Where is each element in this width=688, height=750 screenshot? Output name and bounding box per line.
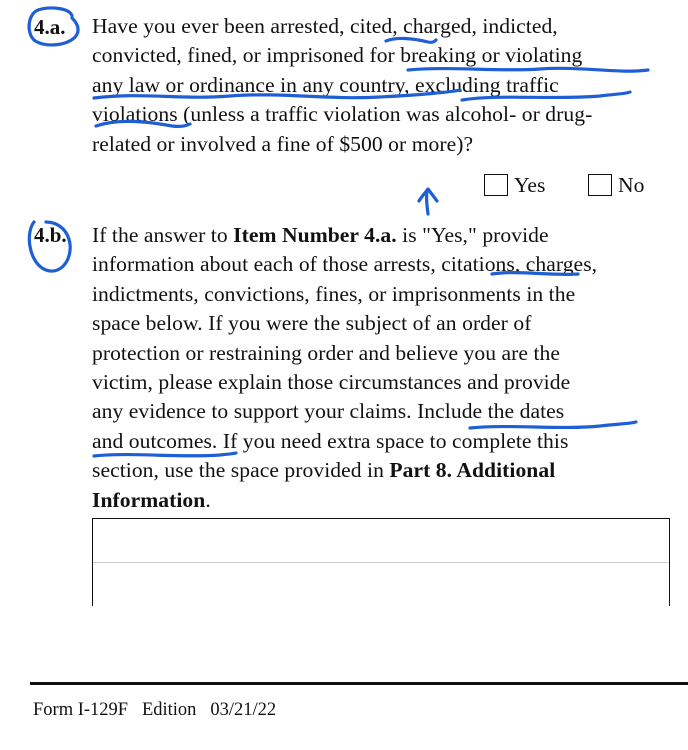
- question-4a-text: [92, 12, 670, 159]
- question-4a-line: convicted, fined, or imprisoned for breaking or violating: [92, 43, 583, 68]
- question-4b-line: protection or restraining order and believe you are the: [92, 340, 561, 365]
- no-checkbox[interactable]: [588, 174, 612, 196]
- question-4b-line: any evidence to support your claims. Include the dates: [92, 399, 565, 424]
- question-4b-line: and outcomes. If you need extra space to complete this: [92, 428, 569, 453]
- item-number-4a: 4.a.: [34, 15, 66, 39]
- part-reference: Information: [92, 487, 206, 512]
- answer-text-area[interactable]: [92, 518, 670, 606]
- form-footer: [33, 698, 276, 722]
- no-option[interactable]: [588, 172, 644, 198]
- question-4b-line: [92, 486, 670, 515]
- edition-date: 03/21/22: [210, 700, 277, 720]
- question-4b-line: [92, 456, 670, 485]
- footer-rule: [30, 682, 688, 685]
- question-4a-line: related or involved a fine of $500 or more)?: [92, 131, 474, 156]
- text-run: .: [205, 487, 211, 512]
- question-4b-line: [92, 221, 670, 250]
- question-4a-line: Have you ever been arrested, cited, charged, indicted,: [92, 14, 558, 38]
- question-4b-line: victim, please explain those circumstances and provide: [92, 370, 571, 395]
- question-4b-line: space below. If you were the subject of an order of: [92, 311, 532, 336]
- edition-label: Edition: [141, 700, 197, 720]
- part-reference: Part 8. Additional: [389, 458, 556, 483]
- arrow-up-icon: [419, 189, 437, 214]
- text-run: section, use the space provided in: [92, 458, 390, 483]
- form-id: Form I-129F: [33, 700, 129, 720]
- question-4a-line: any law or ordinance in any country, excluding traffic: [92, 72, 559, 97]
- yes-checkbox[interactable]: [484, 174, 508, 196]
- yes-label: Yes: [514, 173, 546, 197]
- no-label: No: [618, 173, 645, 197]
- question-4b-text: [92, 221, 670, 515]
- question-4b-line: information about each of those arrests, citations, charges,: [92, 252, 598, 277]
- question-4b-line: indictments, convictions, fines, or imprisonments in the: [92, 281, 576, 306]
- item-reference: Item Number 4.a.: [233, 223, 397, 247]
- yes-option[interactable]: [484, 172, 545, 198]
- text-run: is "Yes," provide: [396, 223, 549, 247]
- item-number-4b: 4.b.: [34, 223, 67, 247]
- question-4a-line: violations (unless a traffic violation was alcohol- or drug-: [92, 102, 593, 127]
- answer-line-divider: [93, 562, 669, 563]
- text-run: If the answer to: [92, 223, 234, 247]
